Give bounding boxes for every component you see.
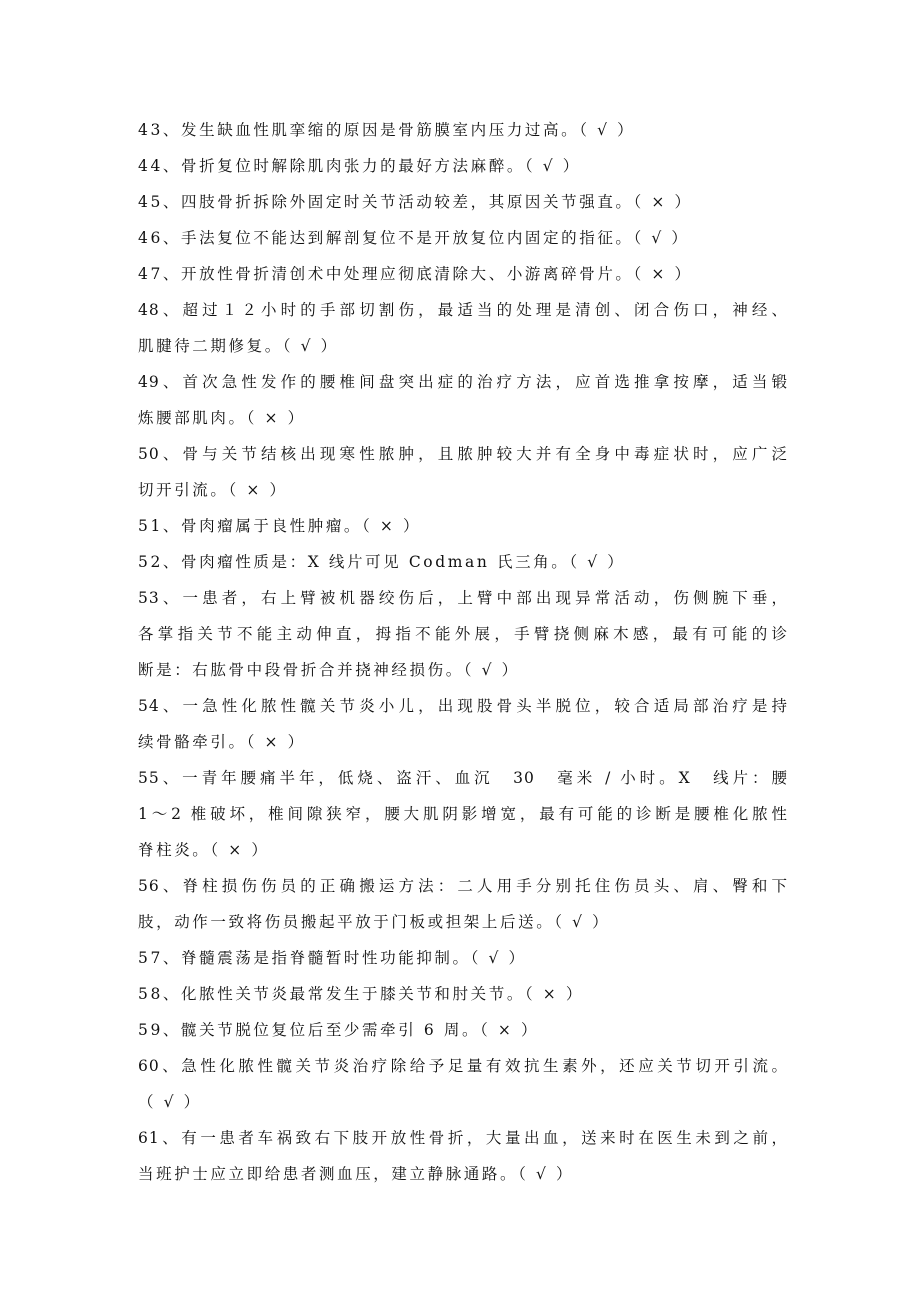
text-line: 60、急性化脓性髋关节炎治疗除给予足量有效抗生素外，还应关节切开引流。 (138, 1057, 788, 1075)
text-line: 49、首次急性发作的腰椎间盘突出症的治疗方法，应首选推拿按摩，适当锻 (138, 373, 788, 391)
text-line: 1～2 椎破坏，椎间隙狭窄，腰大肌阴影增宽，最有可能的诊断是腰椎化脓性 (138, 805, 788, 823)
text-line: 切开引流。（ × ） (138, 481, 288, 499)
text-line: 54、一急性化脓性髋关节炎小儿，出现股骨头半脱位，较合适局部治疗是持 (138, 697, 788, 715)
text-line: 肢，动作一致将伤员搬起平放于门板或担架上后送。（ √ ） (138, 913, 611, 931)
text-line: 57、脊髓震荡是指脊髓暂时性功能抑制。（ √ ） (138, 949, 527, 967)
text-line: 脊柱炎。（ × ） (138, 841, 270, 859)
text-line: 59、髋关节脱位复位后至少需牵引 6 周。（ × ） (138, 1021, 540, 1039)
text-line: 当班护士应立即给患者测血压，建立静脉通路。（ √ ） (138, 1165, 575, 1183)
text-line: 47、开放性骨折清创术中处理应彻底清除大、小游离碎骨片。（ × ） (138, 265, 693, 283)
text-line: 断是：右肱骨中段骨折合并挠神经损伤。（ √ ） (138, 661, 520, 679)
text-line: 51、骨肉瘤属于良性肿瘤。（ × ） (138, 517, 422, 535)
text-line: 续骨骼牵引。（ × ） (138, 733, 306, 751)
text-line: 肌腱待二期修复。（ √ ） (138, 337, 339, 355)
text-line: 52、骨肉瘤性质是：X 线片可见 Codman 氏三角。（ √ ） (138, 553, 626, 571)
text-line: 43、发生缺血性肌挛缩的原因是骨筋膜室内压力过高。（ √ ） (138, 121, 636, 139)
text-line: 56、脊柱损伤伤员的正确搬运方法：二人用手分别托住伤员头、肩、臀和下 (138, 877, 788, 895)
text-line: 50、骨与关节结核出现寒性脓肿，且脓肿较大并有全身中毒症状时，应广泛 (138, 445, 788, 463)
document-page (138, 112, 788, 1192)
text-line: 48、超过１２小时的手部切割伤，最适当的处理是清创、闭合伤口，神经、 (138, 301, 788, 319)
text-line: 53、一患者，右上臂被机器绞伤后，上臂中部出现异常活动，伤侧腕下垂， (138, 589, 788, 607)
text-line: 45、四肢骨折拆除外固定时关节活动较差，其原因关节强直。（ × ） (138, 193, 693, 211)
text-line: （ √ ） (138, 1093, 202, 1111)
text-line: 炼腰部肌肉。（ × ） (138, 409, 306, 427)
text-line: 55、一青年腰痛半年，低烧、盗汗、血沉 30 毫米 / 小时。X 线片：腰 (138, 769, 788, 787)
text-line: 46、手法复位不能达到解剖复位不是开放复位内固定的指征。（ √ ） (138, 229, 690, 247)
text-line: 各掌指关节不能主动伸直，拇指不能外展，手臂挠侧麻木感，最有可能的诊 (138, 625, 788, 643)
text-line: 61、有一患者车祸致右下肢开放性骨折，大量出血，送来时在医生未到之前， (138, 1129, 788, 1147)
text-line: 58、化脓性关节炎最常发生于膝关节和肘关节。（ × ） (138, 985, 585, 1003)
text-line: 44、骨折复位时解除肌肉张力的最好方法麻醉。（ √ ） (138, 157, 581, 175)
